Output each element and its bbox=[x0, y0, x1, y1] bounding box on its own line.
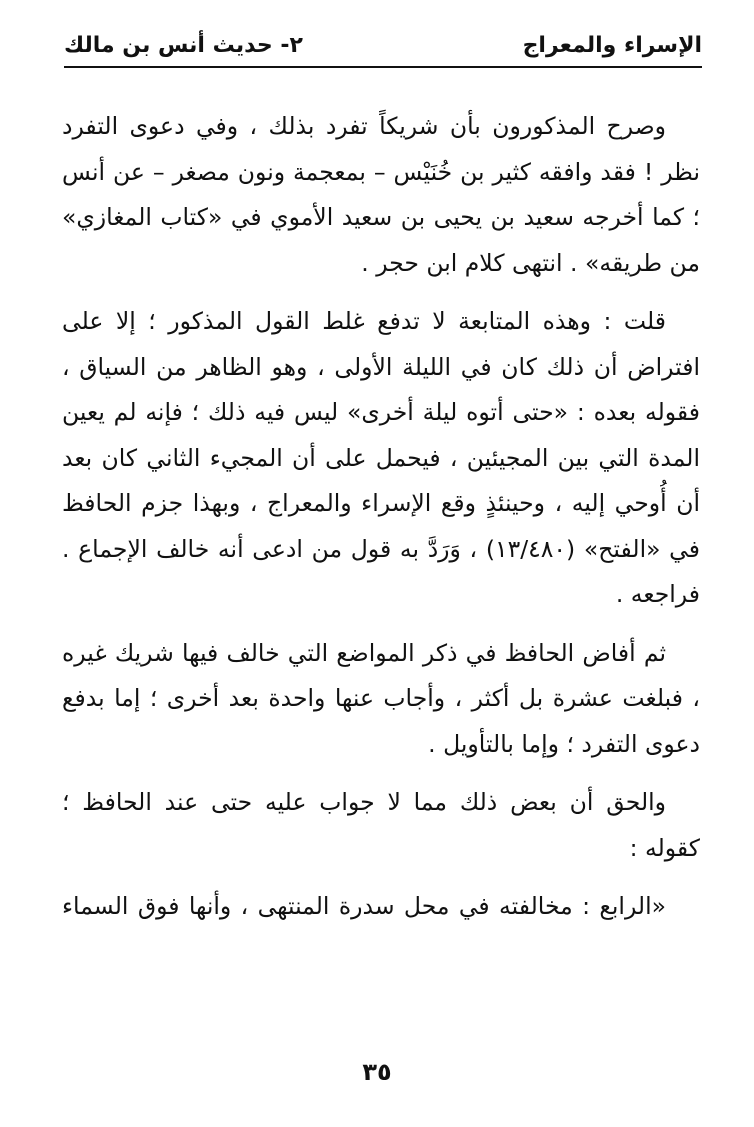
paragraph: ثم أفاض الحافظ في ذكر المواضع التي خالف فيها شريك غيره ، فبلغت عشرة بل أكثر ، وأجاب عنها واحدة بعد أخرى ؛ إما بدفع دعوى التفرد ؛ وإما بالتأويل . bbox=[62, 638, 700, 758]
page-number: ٣٥ bbox=[362, 1058, 392, 1086]
body-text bbox=[62, 104, 700, 930]
header-divider bbox=[64, 66, 702, 68]
paragraph: والحق أن بعض ذلك مما لا جواب عليه حتى عند الحافظ ؛ كقوله : bbox=[62, 788, 700, 862]
book-title: الإسراء والمعراج bbox=[522, 32, 702, 58]
chapter-title: ٢- حديث أنس بن مالك bbox=[64, 32, 303, 58]
paragraph: وصرح المذكورون بأن شريكاً تفرد بذلك ، وفي دعوى التفرد نظر ! فقد وافقه كثير بن خُنَيْس – بمعجمة ونون مصغر – عن أنس ؛ كما أخرجه سعيد بن يحيى بن سعيد الأموي في «كتاب المغازي» من طريقه» . انتهى كلام ابن حجر . bbox=[62, 112, 700, 277]
paragraph: «الرابع : مخالفته في محل سدرة المنتهى ، وأنها فوق السماء bbox=[62, 892, 666, 920]
paragraph: قلت : وهذه المتابعة لا تدفع غلط القول المذكور ؛ إلا على افتراض أن ذلك كان في الليلة الأولى ، وهو الظاهر من السياق ، فقوله بعده : «حتى أتوه ليلة أخرى» ليس فيه ذلك ؛ فإنه لم يعين المدة التي بين المجيئين ، فيحمل على أن المجيء الثاني كان بعد أن أُوحي إليه ، وحينئذٍ وقع الإسراء والمعراج ، وبهذا جزم الحافظ في «الفتح» (١٣/٤٨٠) ، وَرَدَّ به قول من ادعى أنه خالف الإجماع . فراجعه . bbox=[62, 307, 700, 608]
running-header bbox=[64, 26, 702, 64]
